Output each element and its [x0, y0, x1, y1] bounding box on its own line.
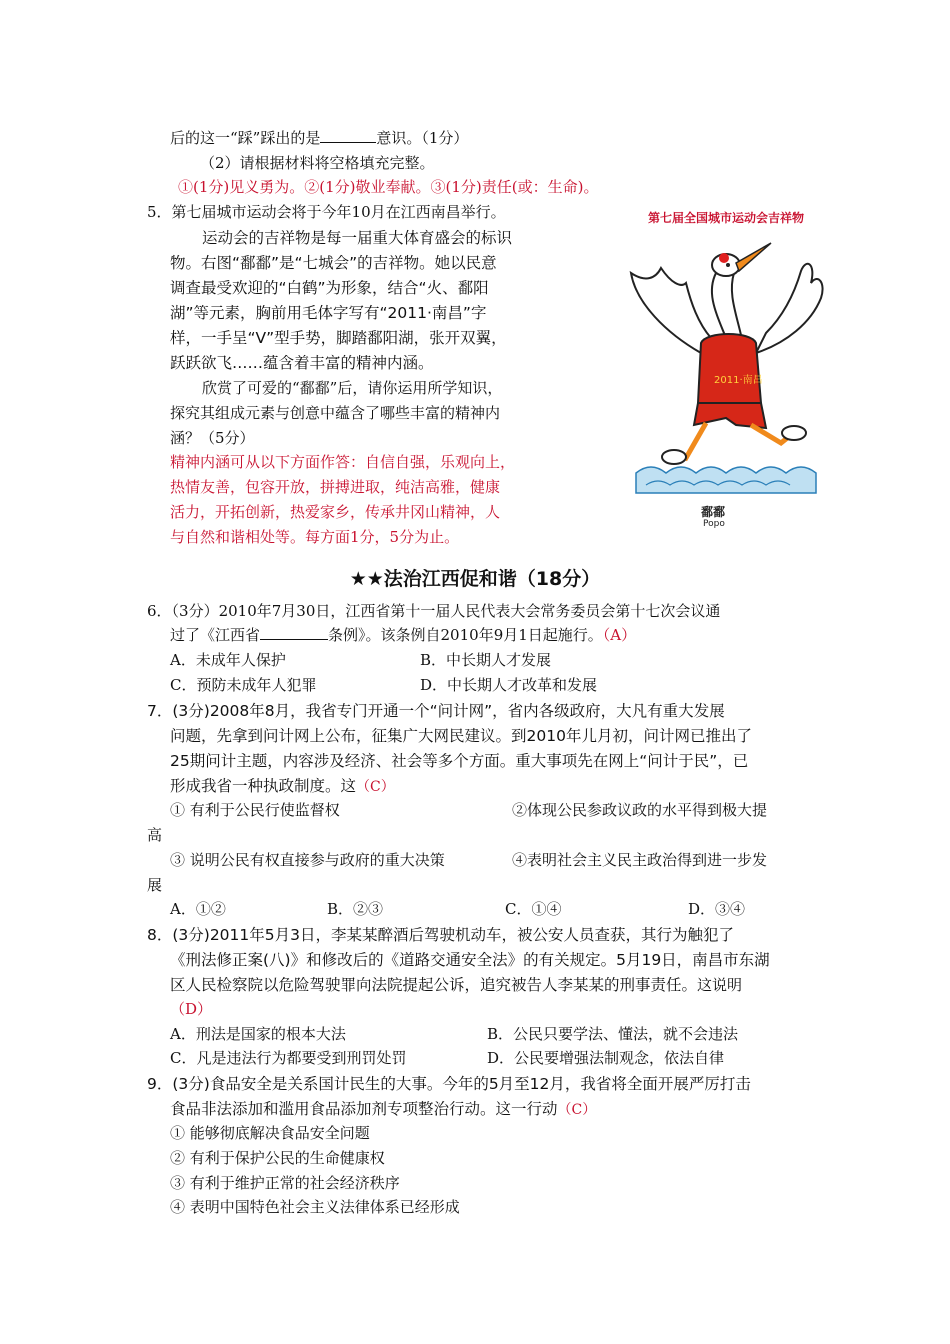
- blank-underline: [320, 128, 376, 143]
- q7-statement-2-wrap: 高: [147, 826, 163, 844]
- q9-statement: ① 能够彻底解决食品安全问题: [170, 1124, 370, 1142]
- q7-line: 形成我省一种执政制度。这（C）: [170, 777, 395, 795]
- q5-question-line: 探究其组成元素与创意中蕴含了哪些丰富的精神内: [170, 404, 501, 422]
- q8-option-a: A．刑法是国家的根本大法: [170, 1025, 346, 1043]
- q5-answer-line: 热情友善，包容开放，拼搏进取，纯洁高雅，健康: [170, 478, 501, 496]
- q7-line: 问题，先拿到问计网上公布，征集广大网民建议。到2010年儿月初，问计网已推出了: [170, 727, 752, 745]
- q9-statement: ④ 表明中国特色社会主义法律体系已经形成: [170, 1198, 460, 1216]
- q9-statement: ② 有利于保护公民的生命健康权: [170, 1149, 385, 1167]
- mascot-illustration: [606, 203, 846, 533]
- q8-option-b: B．公民只要学法、懂法，就不会违法: [487, 1025, 739, 1043]
- mascot-name-cn: 鄱鄱: [701, 505, 726, 519]
- q8-answer: （D）: [170, 1000, 213, 1018]
- q5-para-line: 运动会的吉祥物是每一届重大体育盛会的标识: [202, 229, 513, 247]
- q8-line: 区人民检察院以危险驾驶罪向法院提起公诉，追究被告人李某某的刑事责任。这说明: [170, 976, 743, 994]
- q5-para-line: 样，一手呈“V”型手势，脚踏鄱阳湖，张开双翼，: [170, 329, 507, 347]
- q5-para-line: 物。右图“鄱鄱”是“七城会”的吉祥物。她以民意: [170, 254, 497, 272]
- q7-statement-4: ④表明社会主义民主政治得到进一步发: [512, 851, 768, 869]
- intro-line-1: 后的这一“踩”踩出的是 意识。（1分）: [170, 129, 469, 147]
- q6-line-1: 6．（3分）2010年7月30日，江西省第十一届人民代表大会常务委员会第十七次会议通: [147, 602, 721, 620]
- section-title: ★★法治江西促和谐（18分）: [349, 568, 601, 590]
- q7-option-b: B．②③: [327, 900, 384, 918]
- blank-underline: [260, 625, 328, 640]
- q7-answer: （C）: [356, 779, 395, 795]
- q7-statement-2: ②体现公民参政议政的水平得到极大提: [512, 801, 768, 819]
- q6-option-b: B．中长期人才发展: [420, 651, 552, 669]
- mascot-crane-icon: [606, 203, 846, 533]
- q6-option-d: D．中长期人才改革和发展: [420, 676, 598, 694]
- q9-line-2: 食品非法添加和滥用食品添加剂专项整治行动。这一行动（C）: [170, 1100, 597, 1118]
- q9-line-1: 9．(3分)食品安全是关系国计民生的大事。今年的5月至12月，我省将全面开展严厉打击: [147, 1075, 751, 1093]
- q8-line: 《刑法修正案(八)》和修改后的《道路交通安全法》的有关规定。5月19日，南昌市东湖: [170, 951, 770, 969]
- q7-option-a: A．①②: [170, 900, 226, 918]
- q6-option-c: C．预防未成年人犯罪: [170, 676, 317, 694]
- q5-answer-line: 与自然和谐相处等。每方面1分，5分为止。: [170, 528, 460, 546]
- mascot-name-en: Popo: [703, 519, 725, 529]
- q5-para-line: 跃跃欲飞……蕴含着丰富的精神内涵。: [170, 354, 434, 372]
- q5-question-line: 欣赏了可爱的“鄱鄱”后，请你运用所学知识，: [202, 379, 503, 397]
- q7-line: 25期问计主题，内容涉及经济、社会等多个方面。重大事项先在网上“问计于民”，已: [170, 752, 749, 770]
- q8-line: 8．(3分)2011年5月3日，李某某醉酒后驾驶机动车，被公安人员查获，其行为触犯了: [147, 926, 734, 944]
- q7-statement-3: ③ 说明公民有权直接参与政府的重大决策: [170, 851, 445, 869]
- intro-line-2: （2）请根据材料将空格填充完整。: [200, 154, 435, 172]
- q5-question-line: 涵？（5分）: [170, 429, 255, 447]
- q7-option-c: C．①④: [505, 900, 562, 918]
- q9-answer: （C）: [557, 1102, 597, 1118]
- q5-answer-line: 活力，开拓创新，热爱家乡，传承井冈山精神，人: [170, 503, 501, 521]
- q7-option-d: D．③④: [688, 900, 746, 918]
- q8-option-c: C．凡是违法行为都要受到刑罚处罚: [170, 1049, 407, 1067]
- q8-option-d: D．公民要增强法制观念，依法自律: [487, 1049, 725, 1067]
- mascot-shirt-text: 2011·南昌: [714, 375, 763, 386]
- q5-answer-line: 精神内涵可从以下方面作答：自信自强，乐观向上，: [170, 453, 516, 471]
- q9-statement: ③ 有利于维护正常的社会经济秩序: [170, 1174, 400, 1192]
- q7-statement-4-wrap: 展: [147, 876, 163, 894]
- q7-line: 7．(3分)2008年8月，我省专门开通一个“问计网”，省内各级政府，大凡有重大发展: [147, 702, 725, 720]
- q7-statement-1: ① 有利于公民行使监督权: [170, 801, 340, 819]
- q5-line-1: 5．第七届城市运动会将于今年10月在江西南昌举行。: [147, 203, 506, 221]
- q5-para-line: 调查最受欢迎的“白鹤”为形象，结合“火、鄱阳: [170, 279, 489, 297]
- q6-answer: （A）: [602, 626, 637, 644]
- q6-line-2: 过了《江西省 条例》。该条例自2010年9月1日起施行。（A）: [170, 626, 637, 644]
- intro-answer: ①(1分)见义勇为。②(1分)敬业奉献。③(1分)责任(或：生命)。: [178, 178, 599, 196]
- q6-option-a: A．未成年人保护: [170, 651, 286, 669]
- mascot-caption: 第七届全国城市运动会吉祥物: [647, 211, 804, 225]
- q5-para-line: 湖”等元素，胸前用毛体字写有“2011·南昌”字: [170, 304, 487, 322]
